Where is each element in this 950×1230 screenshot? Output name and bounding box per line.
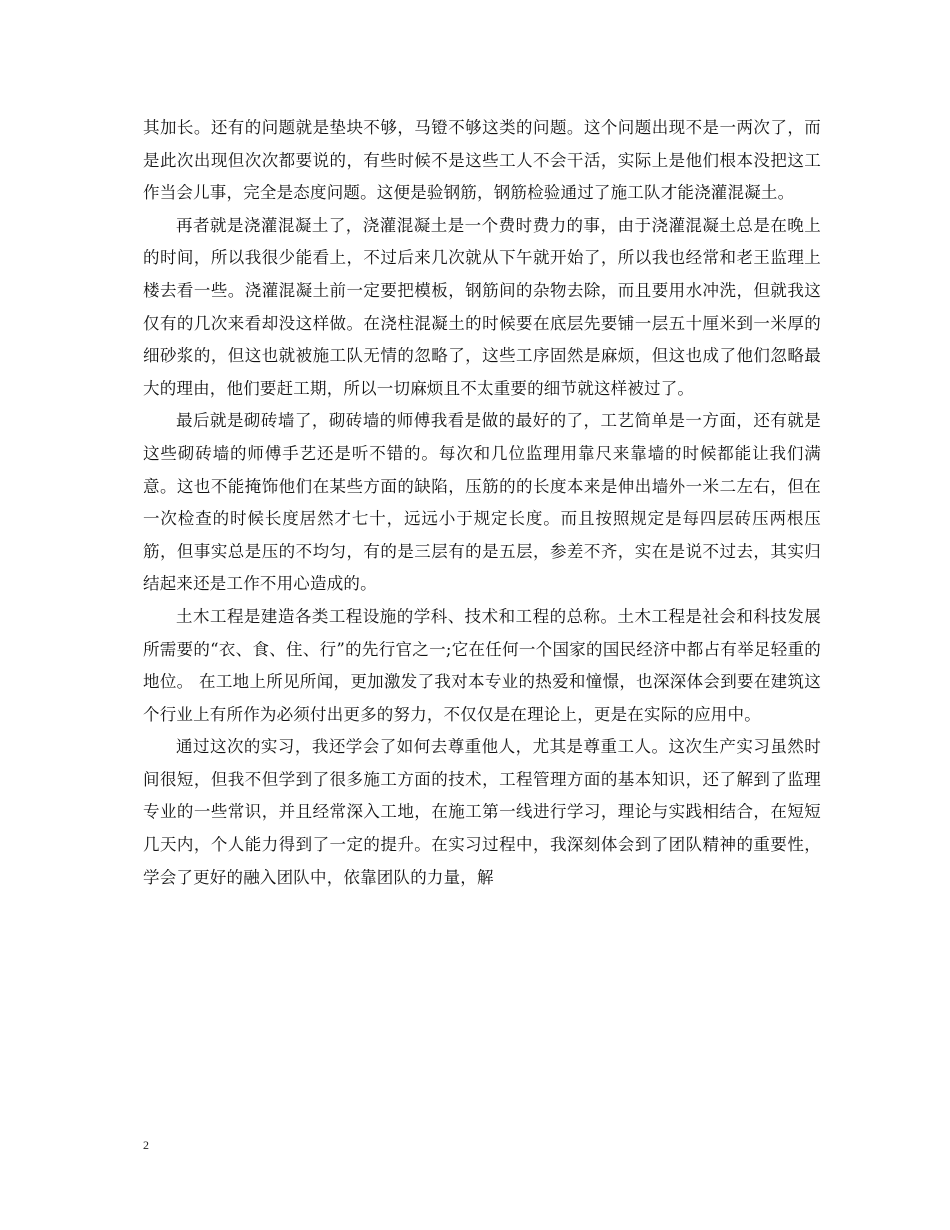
paragraph-civil-engineering: 土木工程是建造各类工程设施的学科、技术和工程的总称。土木工程是社会和科技发展所需要的“衣、食、住、行”的先行官之一;它在任何一个国家的国民经济中都占有举足轻重的地位。 在工地上所见所闻，更加激发了我对本专业的热爱和憧憬，也深深体会到要在建筑这个行业上有所作为必须付出更多的努力，不仅仅是在理论上，更是在实际的应用中。 (143, 606, 821, 724)
paragraph-concrete-pouring: 再者就是浇灌混凝土了，浇灌混凝土是一个费时费力的事，由于浇灌混凝土总是在晚上的时间，所以我很少能看上，不过后来几次就从下午就开始了，所以我也经常和老王监理上楼去看一些。浇灌混凝土前一定要把模板，钢筋间的杂物去除，而且要用水冲洗，但就我这仅有的几次来看却没这样做。在浇柱混凝土的时候要在底层先要铺一层五十厘米到一米厚的细砂浆的，但这也就被施工队无情的忽略了，这些工序固然是麻烦，但这也成了他们忽略最大的理由，他们要赶工期，所以一切麻烦且不太重要的细节就这样被过了。 (143, 215, 821, 398)
paragraph-brick-wall: 最后就是砌砖墙了，砌砖墙的师傅我看是做的最好的了，工艺简单是一方面，还有就是这些砌砖墙的师傅手艺还是听不错的。每次和几位监理用靠尺来靠墙的时候都能让我们满意。这也不能掩饰他们在某些方面的缺陷，压筋的的长度本来是伸出墙外一米二左右，但在一次检查的时候长度居然才七十，远远小于规定长度。而且按照规定是每四层砖压两根压筋，但事实总是压的不均匀，有的是三层有的是五层，参差不齐，实在是说不过去，其实归结起来还是工作不用心造成的。 (143, 411, 821, 594)
page-number: 2 (143, 1138, 149, 1152)
paragraph-internship-reflection: 通过这次的实习，我还学会了如何去尊重他人，尤其是尊重工人。这次生产实习虽然时间很短，但我不但学到了很多施工方面的技术，工程管理方面的基本知识，还了解到了监理专业的一些常识，并且经常深入工地，在施工第一线进行学习，理论与实践相结合，在短短几天内，个人能力得到了一定的提升。在实习过程中，我深刻体会到了团队精神的重要性，学会了更好的融入团队中，依靠团队的力量，解 (143, 737, 821, 887)
paragraph-rebar-problems: 其加长。还有的问题就是垫块不够，马镫不够这类的问题。这个问题出现不是一两次了，而是此次出现但次次都要说的，有些时候不是这些工人不会干活，实际上是他们根本没把这工作当会儿事，完全是态度问题。这便是验钢筋，钢筋检验通过了施工队才能浇灌混凝土。 (143, 118, 821, 203)
document-body (143, 112, 821, 894)
